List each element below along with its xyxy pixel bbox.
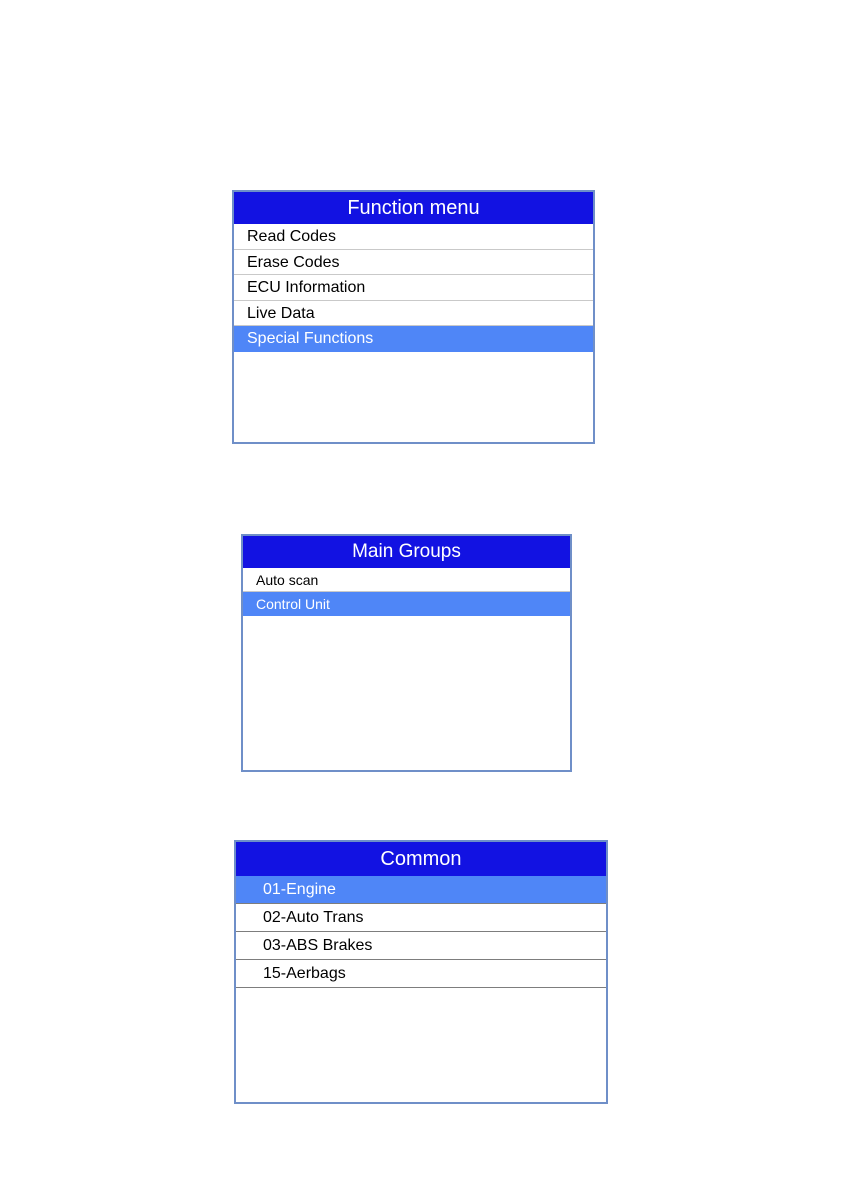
- menu-item-special-functions[interactable]: Special Functions: [234, 326, 593, 352]
- menu-item-read-codes[interactable]: Read Codes: [234, 224, 593, 250]
- menu-item-engine[interactable]: 01-Engine: [236, 876, 606, 904]
- common-title: Common: [236, 842, 606, 876]
- main-groups-screen: [241, 534, 572, 772]
- common-screen: [234, 840, 608, 1104]
- main-groups-title: Main Groups: [243, 536, 570, 568]
- menu-item-control-unit[interactable]: Control Unit: [243, 592, 570, 616]
- menu-item-ecu-information[interactable]: ECU Information: [234, 275, 593, 301]
- menu-item-auto-scan[interactable]: Auto scan: [243, 568, 570, 592]
- function-menu-title: Function menu: [234, 192, 593, 224]
- menu-item-auto-trans[interactable]: 02-Auto Trans: [236, 904, 606, 932]
- menu-item-live-data[interactable]: Live Data: [234, 301, 593, 327]
- menu-item-erase-codes[interactable]: Erase Codes: [234, 250, 593, 276]
- menu-item-abs-brakes[interactable]: 03-ABS Brakes: [236, 932, 606, 960]
- function-menu-screen: [232, 190, 595, 444]
- menu-item-aerbags[interactable]: 15-Aerbags: [236, 960, 606, 988]
